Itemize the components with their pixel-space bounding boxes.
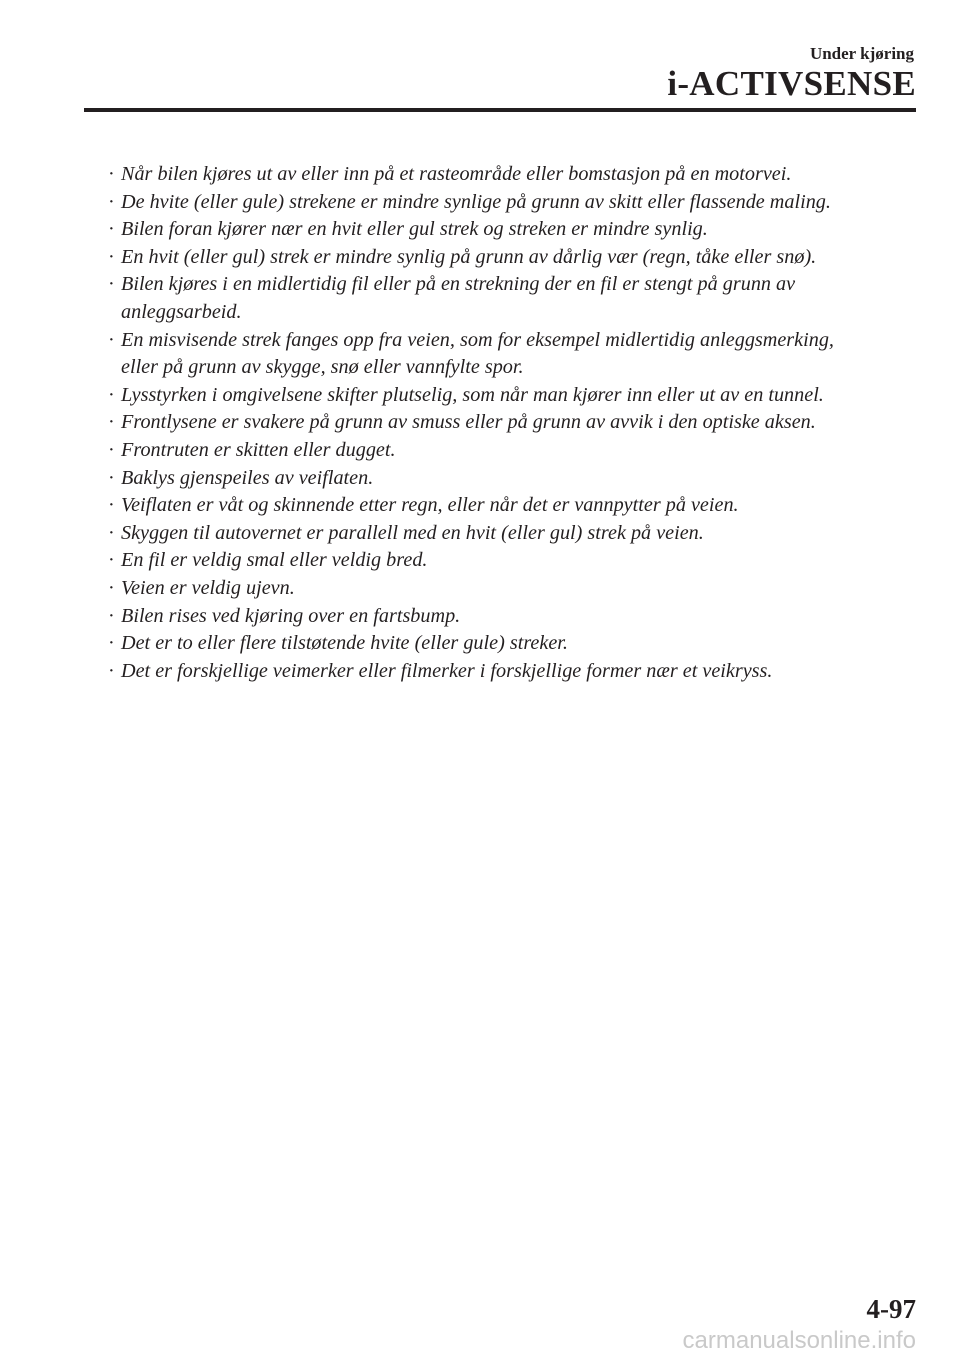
section-name: Under kjøring [809, 44, 914, 63]
list-item-text: Det er forskjellige veimerker eller filmerker i forskjellige former nær et veikryss. [121, 659, 773, 682]
bullet-dot: · [108, 163, 115, 185]
bullet-dot: · [108, 438, 115, 461]
list-item-text: En fil er veldig smal eller veldig bred. [121, 549, 428, 572]
list-item-text: Bilen kjøres i en midlertidig fil eller på en strekning der en fil er stengt på grunn av [121, 273, 796, 296]
page-number: 4-97 [866, 1294, 916, 1324]
list-item-text: eller på grunn av skygge, snø eller vannfylte spor. [121, 356, 524, 379]
bullet-dot: · [108, 521, 115, 544]
list-item-text: Frontlysene er svakere på grunn av smuss eller på grunn av avvik i den optiske aksen. [121, 411, 816, 434]
header-rule [84, 108, 916, 112]
list-item [104, 520, 922, 548]
bullet-dot: · [108, 218, 115, 241]
chapter-title: i-ACTIVSENSE [667, 64, 916, 103]
bullet-dot: · [108, 576, 115, 599]
list-item [104, 492, 922, 520]
list-item-text: Bilen foran kjører nær en hvit eller gul strek og streken er mindre synlig. [121, 218, 708, 241]
list-item [104, 603, 922, 631]
bullet-dot: · [108, 549, 115, 572]
list-item [104, 327, 922, 382]
bullet-dot: · [108, 383, 115, 406]
list-item [104, 547, 922, 575]
list-item-text: Lysstyrken i omgivelsene skifter plutselig, som når man kjører inn eller ut av en tunnel. [121, 383, 824, 406]
page-header [0, 0, 960, 120]
list-item [104, 409, 922, 437]
list-item-text: En hvit (eller gul) strek er mindre synlig på grunn av dårlig vær (regn, tåke eller snø). [121, 245, 817, 268]
list-item [104, 189, 922, 217]
list-item-text: Veiflaten er våt og skinnende etter regn, eller når det er vannpytter på veien. [121, 494, 739, 517]
bullet-dot: · [108, 632, 115, 655]
list-item-text: Skyggen til autovernet er parallell med en hvit (eller gul) strek på veien. [121, 521, 704, 544]
list-item-text: Det er to eller flere tilstøtende hvite (eller gule) streker. [121, 632, 568, 655]
bullet-dot: · [108, 494, 115, 517]
list-item [104, 382, 922, 410]
list-item-text: anleggsarbeid. [121, 300, 242, 323]
list-item-text: En misvisende strek fanges opp fra veien, som for eksempel midlertidig anleggsmerking, [121, 328, 834, 351]
list-item-text: Bilen rises ved kjøring over en fartsbump. [121, 604, 461, 627]
list-item [104, 465, 922, 493]
condition-list [104, 161, 922, 685]
bullet-dot: · [108, 604, 115, 627]
list-item [104, 630, 922, 658]
list-item [104, 437, 922, 465]
bullet-dot: · [108, 245, 115, 268]
watermark[interactable]: carmanualsonline.info [682, 1327, 916, 1354]
list-item-text: Frontruten er skitten eller dugget. [121, 438, 396, 461]
list-item-text: De hvite (eller gule) strekene er mindre synlige på grunn av skitt eller flassende maling. [121, 190, 831, 213]
list-item-text: Når bilen kjøres ut av eller inn på et rasteområde eller bomstasjon på en motorvei. [121, 163, 792, 185]
bullet-dot: · [108, 190, 115, 213]
bullet-dot: · [108, 328, 115, 351]
list-item-text: Veien er veldig ujevn. [121, 576, 295, 599]
list-item [104, 658, 922, 686]
bullet-dot: · [108, 273, 115, 296]
bullet-dot: · [108, 411, 115, 434]
list-item [104, 216, 922, 244]
list-item [104, 271, 922, 326]
bullet-dot: · [108, 659, 115, 682]
list-item [104, 575, 922, 603]
list-item [104, 161, 922, 189]
bullet-dot: · [108, 466, 115, 489]
list-item [104, 244, 922, 272]
list-item-text: Baklys gjenspeiles av veiflaten. [121, 466, 374, 489]
